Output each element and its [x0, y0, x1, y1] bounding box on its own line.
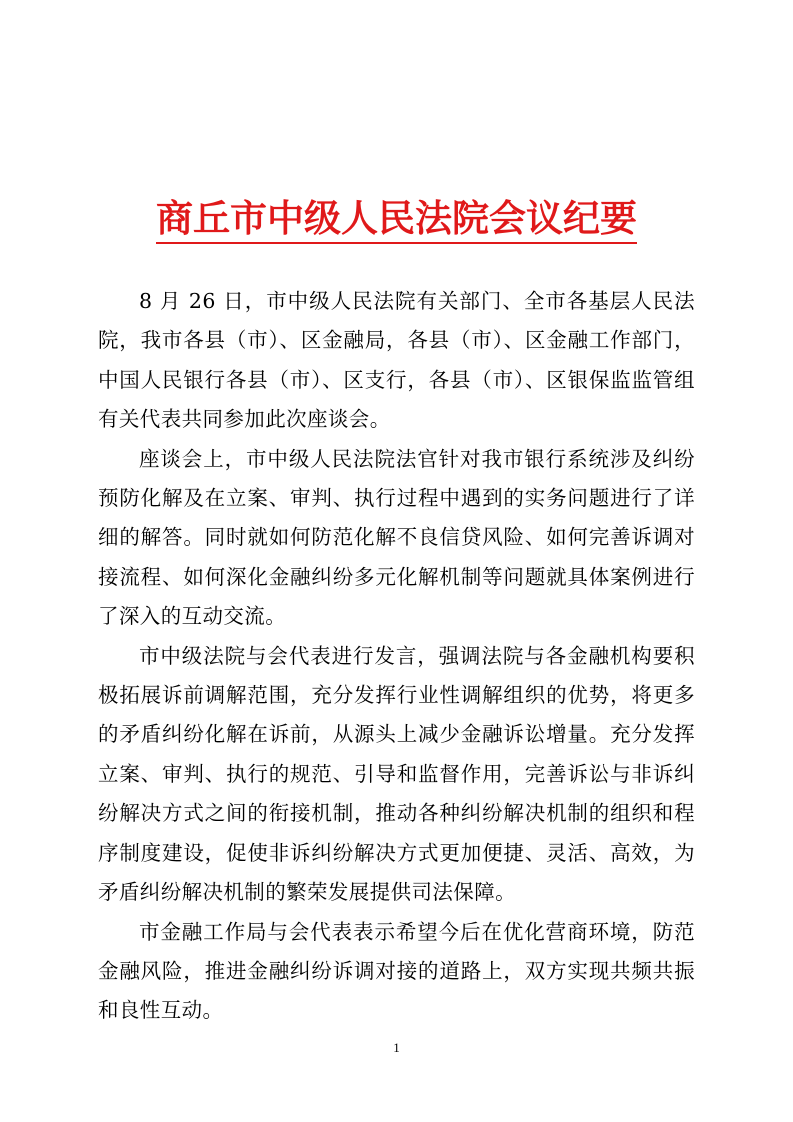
page-number: 1: [393, 1040, 400, 1055]
paragraph-4: 市金融工作局与会代表表示希望今后在优化营商环境，防范金融风险，推进金融纠纷诉调对接的道路上，双方实现共频共振和良性互动。: [98, 919, 695, 1023]
paragraph-2: 座谈会上，市中级人民法院法官针对我市银行系统涉及纠纷预防化解及在立案、审判、执行过程中遇到的实务问题进行了详细的解答。同时就如何防范化解不良信贷风险、如何完善诉调对接流程、如何深化金融纠纷多元化解机制等问题就具体案例进行了深入的互动交流。: [98, 446, 695, 629]
document-title-text: 商丘市中级人民法院会议纪要: [156, 196, 637, 244]
paragraph-1: 8 月 26 日，市中级人民法院有关部门、全市各基层人民法院，我市各县（市）、区金融局，各县（市）、区金融工作部门，中国人民银行各县（市）、区支行，各县（市）、区银保监监管组有关代表共同参加此次座谈会。: [98, 289, 695, 432]
document-body: [98, 282, 695, 1031]
document-title: [0, 190, 793, 246]
paragraph-3: 市中级法院与会代表进行发言，强调法院与各金融机构要积极拓展诉前调解范围，充分发挥行业性调解组织的优势，将更多的矛盾纠纷化解在诉前，从源头上减少金融诉讼增量。充分发挥立案、审判、执行的规范、引导和监督作用，完善诉讼与非诉纠纷解决方式之间的衔接机制，推动各种纠纷解决机制的组织和程序制度建设，促使非诉纠纷解决方式更加便捷、灵活、高效，为矛盾纠纷解决机制的繁荣发展提供司法保障。: [98, 643, 695, 905]
